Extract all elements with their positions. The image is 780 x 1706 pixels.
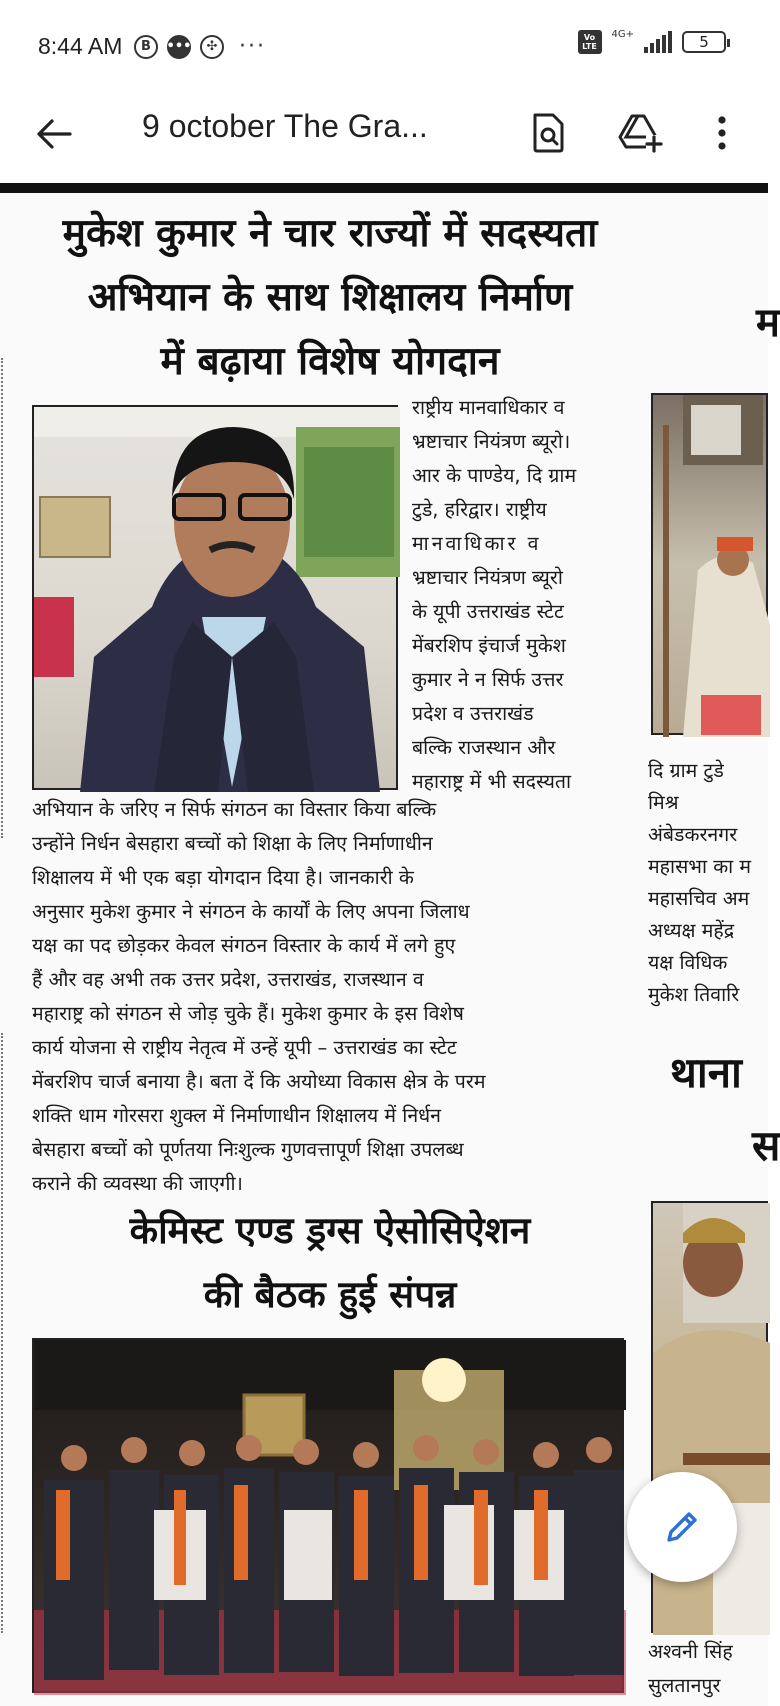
more-notifications-icon: ··· [239, 34, 266, 59]
text-line: महाराष्ट्र में भी सदस्यता [412, 770, 572, 793]
headline-line: मुकेश कुमार ने चार राज्यों में सदस्यता [62, 210, 598, 256]
back-arrow-icon[interactable] [34, 114, 74, 154]
signal-icon [644, 31, 672, 53]
settings-icon: ✣ [200, 35, 224, 59]
text-line: मेंबरशिप चार्ज बनाया है। बता दें कि अयोध्या विकास क्षेत्र के परम [32, 1070, 486, 1093]
article-headline [20, 201, 640, 393]
status-bar [0, 0, 768, 96]
text-line: महासभा का म [648, 855, 752, 878]
text-line: प्रदेश व उत्तराखंड [412, 702, 534, 725]
text-line: मेंबरशिप इंचार्ज मुकेश [412, 634, 566, 657]
right-column-caption [648, 755, 751, 1011]
right-column-headline-fragment: म [756, 299, 780, 346]
text-line: भ्रष्टाचार नियंत्रण ब्यूरो। [412, 430, 571, 453]
system-icons [578, 30, 727, 54]
text-line: महाराष्ट्र को संगठन से जोड़ चुके हैं। मुकेश कुमार के इस विशेष [32, 1002, 464, 1025]
text-line: अंबेडकरनगर [648, 823, 738, 846]
article-headline [20, 1198, 640, 1326]
text-line: भ्रष्टाचार नियंत्रण ब्यूरो [412, 566, 563, 589]
text-line: दि ग्राम टुडे [648, 759, 724, 782]
battery-level: 5 [699, 33, 709, 51]
left-margin-fragment [0, 1033, 6, 1633]
edit-pencil-icon [662, 1507, 702, 1547]
text-line: अनुसार मुकेश कुमार ने संगठन के कार्यों के लिए अपना जिलाध [32, 900, 470, 923]
text-line: यक्ष का पद छोड़कर केवल संगठन विस्तार के कार्य में लगे हुए [32, 934, 456, 957]
article-photo-group [32, 1338, 624, 1693]
right-column-photo [651, 393, 768, 735]
headline-line: में बढ़ाया विशेष योगदान [160, 338, 500, 384]
text-line: कुमार ने न सिर्फ उत्तर [412, 668, 564, 691]
text-line: अश्वनी सिंह [648, 1640, 733, 1663]
text-line: उन्होंने निर्धन बेसहारा बच्चों को शिक्षा के लिए निर्माणाधीन [32, 832, 433, 855]
b-icon: B [134, 35, 158, 59]
right-column-headline: स [752, 1121, 780, 1170]
text-line: बेसहारा बच्चों को पूर्णतया निःशुल्क गुणवत्तापूर्ण शिक्षा उपलब्ध [32, 1138, 464, 1161]
document-title: 9 october The Gra... [142, 108, 428, 144]
article-body-text [32, 793, 624, 1201]
text-line: शिक्षालय में भी एक बड़ा योगदान दिया है। जानकारी के [32, 866, 414, 889]
text-line: हैं और वह अभी तक उत्तर प्रदेश, उत्तराखंड, राजस्थान व [32, 968, 424, 991]
battery-icon [682, 31, 726, 53]
text-line: यक्ष विधिक [648, 951, 728, 974]
edit-fab-button[interactable] [627, 1472, 737, 1582]
text-line: टुडे, हरिद्वार। राष्ट्रीय [412, 498, 547, 521]
left-margin-fragment [0, 358, 6, 838]
text-line: के यूपी उत्तराखंड स्टेट [412, 600, 564, 623]
text-line: कार्य योजना से राष्ट्रीय नेतृत्व में उन्हें यूपी – उत्तराखंड का स्टेट [32, 1036, 457, 1059]
right-column-caption [648, 1635, 733, 1703]
volte-icon: Vo LTE [578, 30, 602, 54]
add-to-drive-icon[interactable] [618, 110, 662, 156]
text-line: महासचिव अम [648, 887, 750, 910]
text-line: अभियान के जरिए न सिर्फ संगठन का विस्तार किया बल्कि [32, 798, 437, 821]
chat-icon: ••• [167, 35, 191, 59]
notification-icons [134, 34, 266, 59]
text-line: मानवाधिकार व [412, 532, 542, 555]
more-vert-icon[interactable] [700, 110, 744, 156]
app-bar [0, 96, 768, 182]
text-line: मिश्र [648, 791, 679, 814]
text-line: बल्कि राजस्थान और [412, 736, 556, 759]
text-line: सुलतानपुर [648, 1674, 721, 1697]
article-column-text [412, 391, 624, 799]
text-line: मुकेश तिवारि [648, 983, 740, 1006]
article-photo-portrait [32, 405, 398, 790]
text-line: आर के पाण्डेय, दि ग्राम [412, 464, 577, 487]
text-line: शक्ति धाम गोरसरा शुक्ल में निर्माणाधीन शिक्षालय में निर्धन [32, 1104, 441, 1127]
network-type: 4G+ [611, 28, 634, 40]
text-line: राष्ट्रीय मानवाधिकार व [412, 396, 565, 419]
page-top-rule [0, 183, 768, 193]
headline-line: केमिस्ट एण्ड ड्रग्स ऐसोसिऐशन [129, 1208, 531, 1252]
search-document-icon[interactable] [526, 110, 570, 156]
right-column-headline: थाना [670, 1048, 742, 1097]
clock: 8:44 AM [38, 33, 123, 59]
headline-line: अभियान के साथ शिक्षालय निर्माण [87, 274, 573, 320]
text-line: अध्यक्ष महेंद्र [648, 919, 735, 942]
text-line: कराने की व्यवस्था की जाएगी। [32, 1172, 243, 1195]
headline-line: की बैठक हुई संपन्न [203, 1272, 457, 1316]
